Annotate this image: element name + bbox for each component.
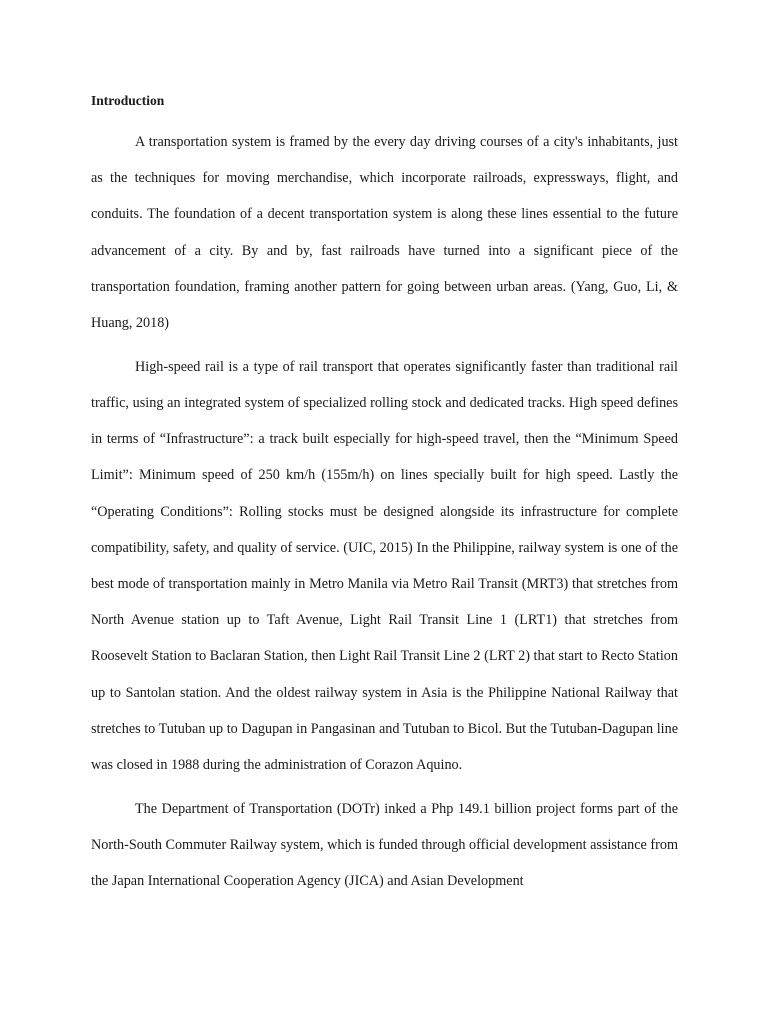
document-body	[91, 90, 678, 907]
paragraph-2: High-speed rail is a type of rail transport that operates significantly faster than traditional rail traffic, using an integrated system of specialized rolling stock and dedicated tracks. High speed defines in terms of “Infrastructure”: a track built especially for high-speed travel, then the “Minimum Speed Limit”: Minimum speed of 250 km/h (155m/h) on lines specially built for high speed. Lastly the “Operating Conditions”: Rolling stocks must be designed alongside its infrastructure for complete compatibility, safety, and quality of service. (UIC, 2015) In the Philippine, railway system is one of the best mode of transportation mainly in Metro Manila via Metro Rail Transit (MRT3) that stretches from North Avenue station up to Taft Avenue, Light Rail Transit Line 1 (LRT1) that stretches from Roosevelt Station to Baclaran Station, then Light Rail Transit Line 2 (LRT 2) that start to Recto Station up to Santolan station. And the oldest railway system in Asia is the Philippine National Railway that stretches to Tutuban up to Dagupan in Pangasinan and Tutuban to Bicol. But the Tutuban-Dagupan line was closed in 1988 during the administration of Corazon Aquino.	[91, 358, 678, 773]
paragraph-3: The Department of Transportation (DOTr) inked a Php 149.1 billion project forms part of the North-South Commuter Railway system, which is funded through official development assistance from the Japan International Cooperation Agency (JICA) and Asian Development	[91, 800, 678, 890]
section-heading: Introduction	[91, 93, 165, 108]
paragraph-1: A transportation system is framed by the every day driving courses of a city's inhabitants, just as the techniques for moving merchandise, which incorporate railroads, expressways, flight, and conduits. The foundation of a decent transportation system is along these lines essential to the future advancement of a city. By and by, fast railroads have turned into a significant piece of the transportation foundation, framing another pattern for going between urban areas. (Yang, Guo, Li, & Huang, 2018)	[91, 134, 678, 332]
